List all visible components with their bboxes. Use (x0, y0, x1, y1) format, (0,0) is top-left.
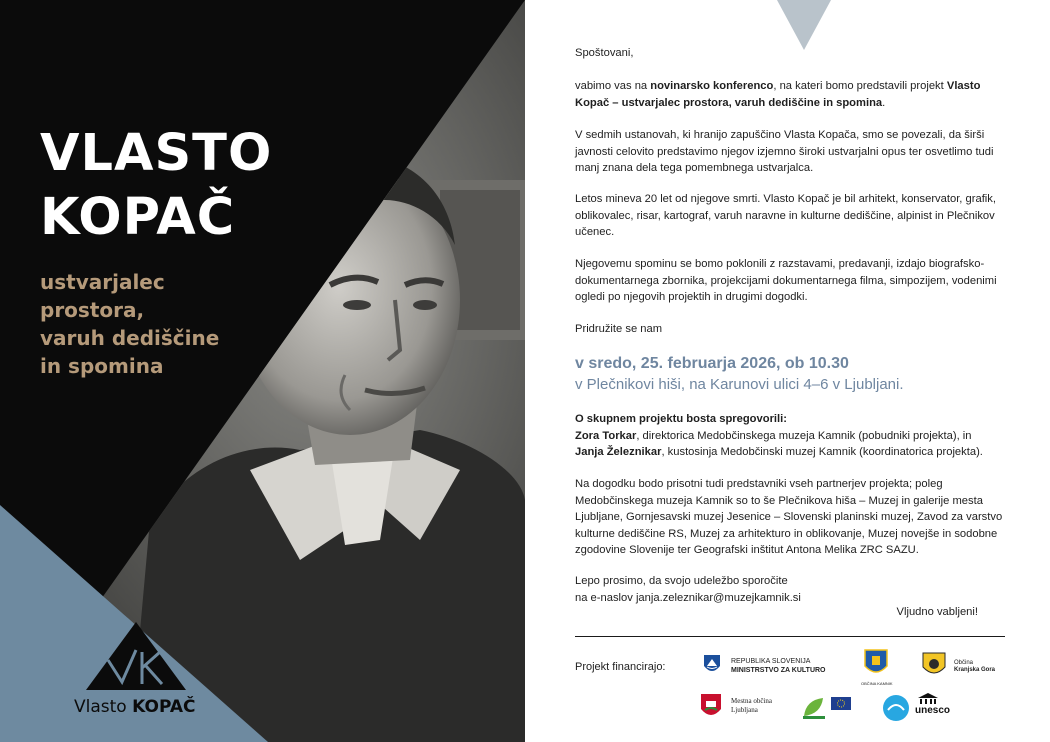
ljubljana-logo: Mestna občina Ljubljana (700, 693, 722, 726)
rsvp-text: Lepo prosimo, da svojo udeležbo sporočite na e-naslov janja.zeleznikar@muzejkamnik.si (575, 575, 801, 604)
paragraph-invitation: vabimo vas na novinarsko konferenco, na kateri bomo predstavili projekt Vlasto Kopač – ustvarjalec prostora, varuh dediščine in spomina. (575, 80, 981, 109)
divider (575, 636, 1005, 637)
unesco-label: unesco (915, 705, 951, 716)
unesco-logo (915, 692, 951, 716)
event-date: v sredo, 25. februarja 2026, ob 10.30 (575, 355, 849, 372)
paragraph-partners: Na dogodku bodo prisotni tudi predstavniki vseh partnerjev projekta; poleg Medobčinskega muzeja Kamnik so to še Plečnikova hiša – Muzej in galerije mesta Ljubljane, Gornjesavski muzej Jesenice – Slovenski planinski muzej, Zavod za varstvo kulturne dediščine RS, Muzej za arhitekturo in oblikovanje, Muzej novejše in sodobne zgodovine Slovenije ter Geografski inštitut Antona Melika ZRC SAZU. (575, 478, 1003, 556)
kamnik-logo: OBČINA KAMNIK (863, 648, 889, 683)
speaker-name: Zora Torkar (575, 429, 637, 442)
blue-circle-logo (882, 694, 910, 727)
kranjska-gora-logo: Občina Kranjska Gora (922, 652, 946, 683)
leaf-icon (801, 694, 827, 720)
paragraph-institutions: V sedmih ustanovah, ki hranijo zapuščino Vlasta Kopača, smo se povezali, da širši javnosti celovito predstavimo njegov izjemno široki ustvarjalni opus ter osvetlimo tudi manj znana dela tega pomembnega ustvarjalca. (575, 129, 994, 174)
slovenia-coat-icon (703, 654, 721, 676)
kranjska-gora-coat-icon (922, 652, 946, 678)
greeting: Spoštovani, (575, 47, 634, 59)
speaker-name: Janja Železnikar (575, 446, 662, 458)
title-line-1: VLASTO (40, 124, 273, 183)
subtitle-line: ustvarjalec (40, 270, 165, 294)
logo-last-name: KOPAČ (132, 697, 196, 717)
subtitle-line: in spomina (40, 354, 164, 378)
title-line-2: KOPAČ (40, 188, 236, 247)
closing: Vljudno vabljeni! (896, 606, 978, 618)
subtitle-line: prostora, (40, 298, 145, 322)
kamnik-coat-icon (863, 648, 889, 678)
join-us-text: Pridružite se nam (575, 323, 663, 335)
rsvp-email: na e-naslov janja.zeleznikar@muzejkamnik.si (575, 591, 801, 604)
logo-first-name: Vlasto (74, 697, 127, 717)
green-logo (801, 694, 827, 725)
event-place: v Plečnikovi hiši, na Karunovi ulici 4–6 v Ljubljani. (575, 376, 904, 393)
paragraph-events: Njegovemu spominu se bomo poklonili z razstavami, predavanji, izdajo biografsko-dokumentarnega zbornika, projekcijami dokumentarnega filma, simpozijem, vodenimi ogledi po njegovih projektih in drugimi dogodki. (575, 258, 997, 303)
speakers-block: O skupnem projektu bosta spregovorili: Zora Torkar, direktorica Medobčinskega muzeja Kamnik (pobudniki projekta), in Janja Železnikar, kustosinja Medobčinski muzej Kamnik (koordinatorica projekta). (575, 413, 983, 458)
financed-label: Projekt financirajo: (575, 661, 666, 673)
subtitle (40, 268, 219, 380)
eu-flag-icon (831, 697, 851, 715)
blue-circle-icon (882, 694, 910, 722)
letter-panel: Spoštovani, vabimo vas na novinarsko konferenco, na kateri bomo predstavili projekt Vlasto Kopač – ustvarjalec prostora, varuh dediščine in spomina. V sedmih ustanovah, ki hranijo zapuščino Vlasta Kopača, smo se povezali, da širši javnosti celovito predstavimo njegov izjemno široki ustvarjalni opus ter osvetlimo tudi manj znana dela tega pomembnega ustvarjalca. Letos mineva 20 let od njegove smrti. Vlasto Kopač je bil arhitekt, konservator, grafik, oblikovalec, risar, kartograf, varuh naravne in kulturne dediščine, alpinist in Plečnikov učenec. Njegovemu spominu se bomo poklonili z razstavami, predavanji, izdajo biografsko-dokumentarnega zbornika, projekcijami dokumentarnega filma, simpozijem, vodenimi ogledi po njegovih projektih in drugimi dogodki. Pridružite se nam v sredo, 25. februarja 2026, ob 10.30 v Plečnikovi hiši, na Karunovi ulici 4–6 v Ljubljani. O skupnem projektu bosta spregovorili: Zora Torkar, direktorica Medobčinskega muzeja Kamnik (pobudniki projekta), in Janja Železnikar, kustosinja Medobčinski muzej Kamnik (koordinatorica projekta). Na dogodku bodo prisotni tudi predstavniki vseh partnerjev projekta; poleg Medobčinskega muzeja Kamnik so to še Plečnikova hiša – Muzej in galerije mesta Ljubljane, Gornjesavski muzej Jesenice – Slovenski planinski muzej, Zavod za varstvo kulturne dediščine RS, Muzej za arhitekturo in oblikovanje, Muzej novejše in sodobne zgodovine Slovenije ter Geografski inštitut Antona Melika ZRC SAZU. Lepo prosimo, da svojo udeležbo sporočite na e-naslov janja.zeleznikar@muzejkamnik.si Vljudno vabljeni! Projekt financirajo: REPUBLIKA SLOVENIJA MINISTRSTVO ZA KULTURO OBČINA KAMNIK Občina Kranjska Gora Mestna občina Ljubljana unesco (525, 0, 1050, 742)
ljubljana-coat-icon (700, 693, 722, 721)
subtitle-line: varuh dediščine (40, 326, 220, 350)
speakers-heading: O skupnem projektu bosta spregovorili: (575, 413, 787, 425)
paragraph-anniversary: Letos mineva 20 let od njegove smrti. Vlasto Kopač je bil arhitekt, konservator, grafik, oblikovalec, risar, kartograf, varuh naravne in kulturne dediščine, alpinist in Plečnikov učenec. (575, 193, 996, 238)
unesco-temple-icon (917, 693, 939, 705)
logo-wordmark (74, 697, 196, 717)
